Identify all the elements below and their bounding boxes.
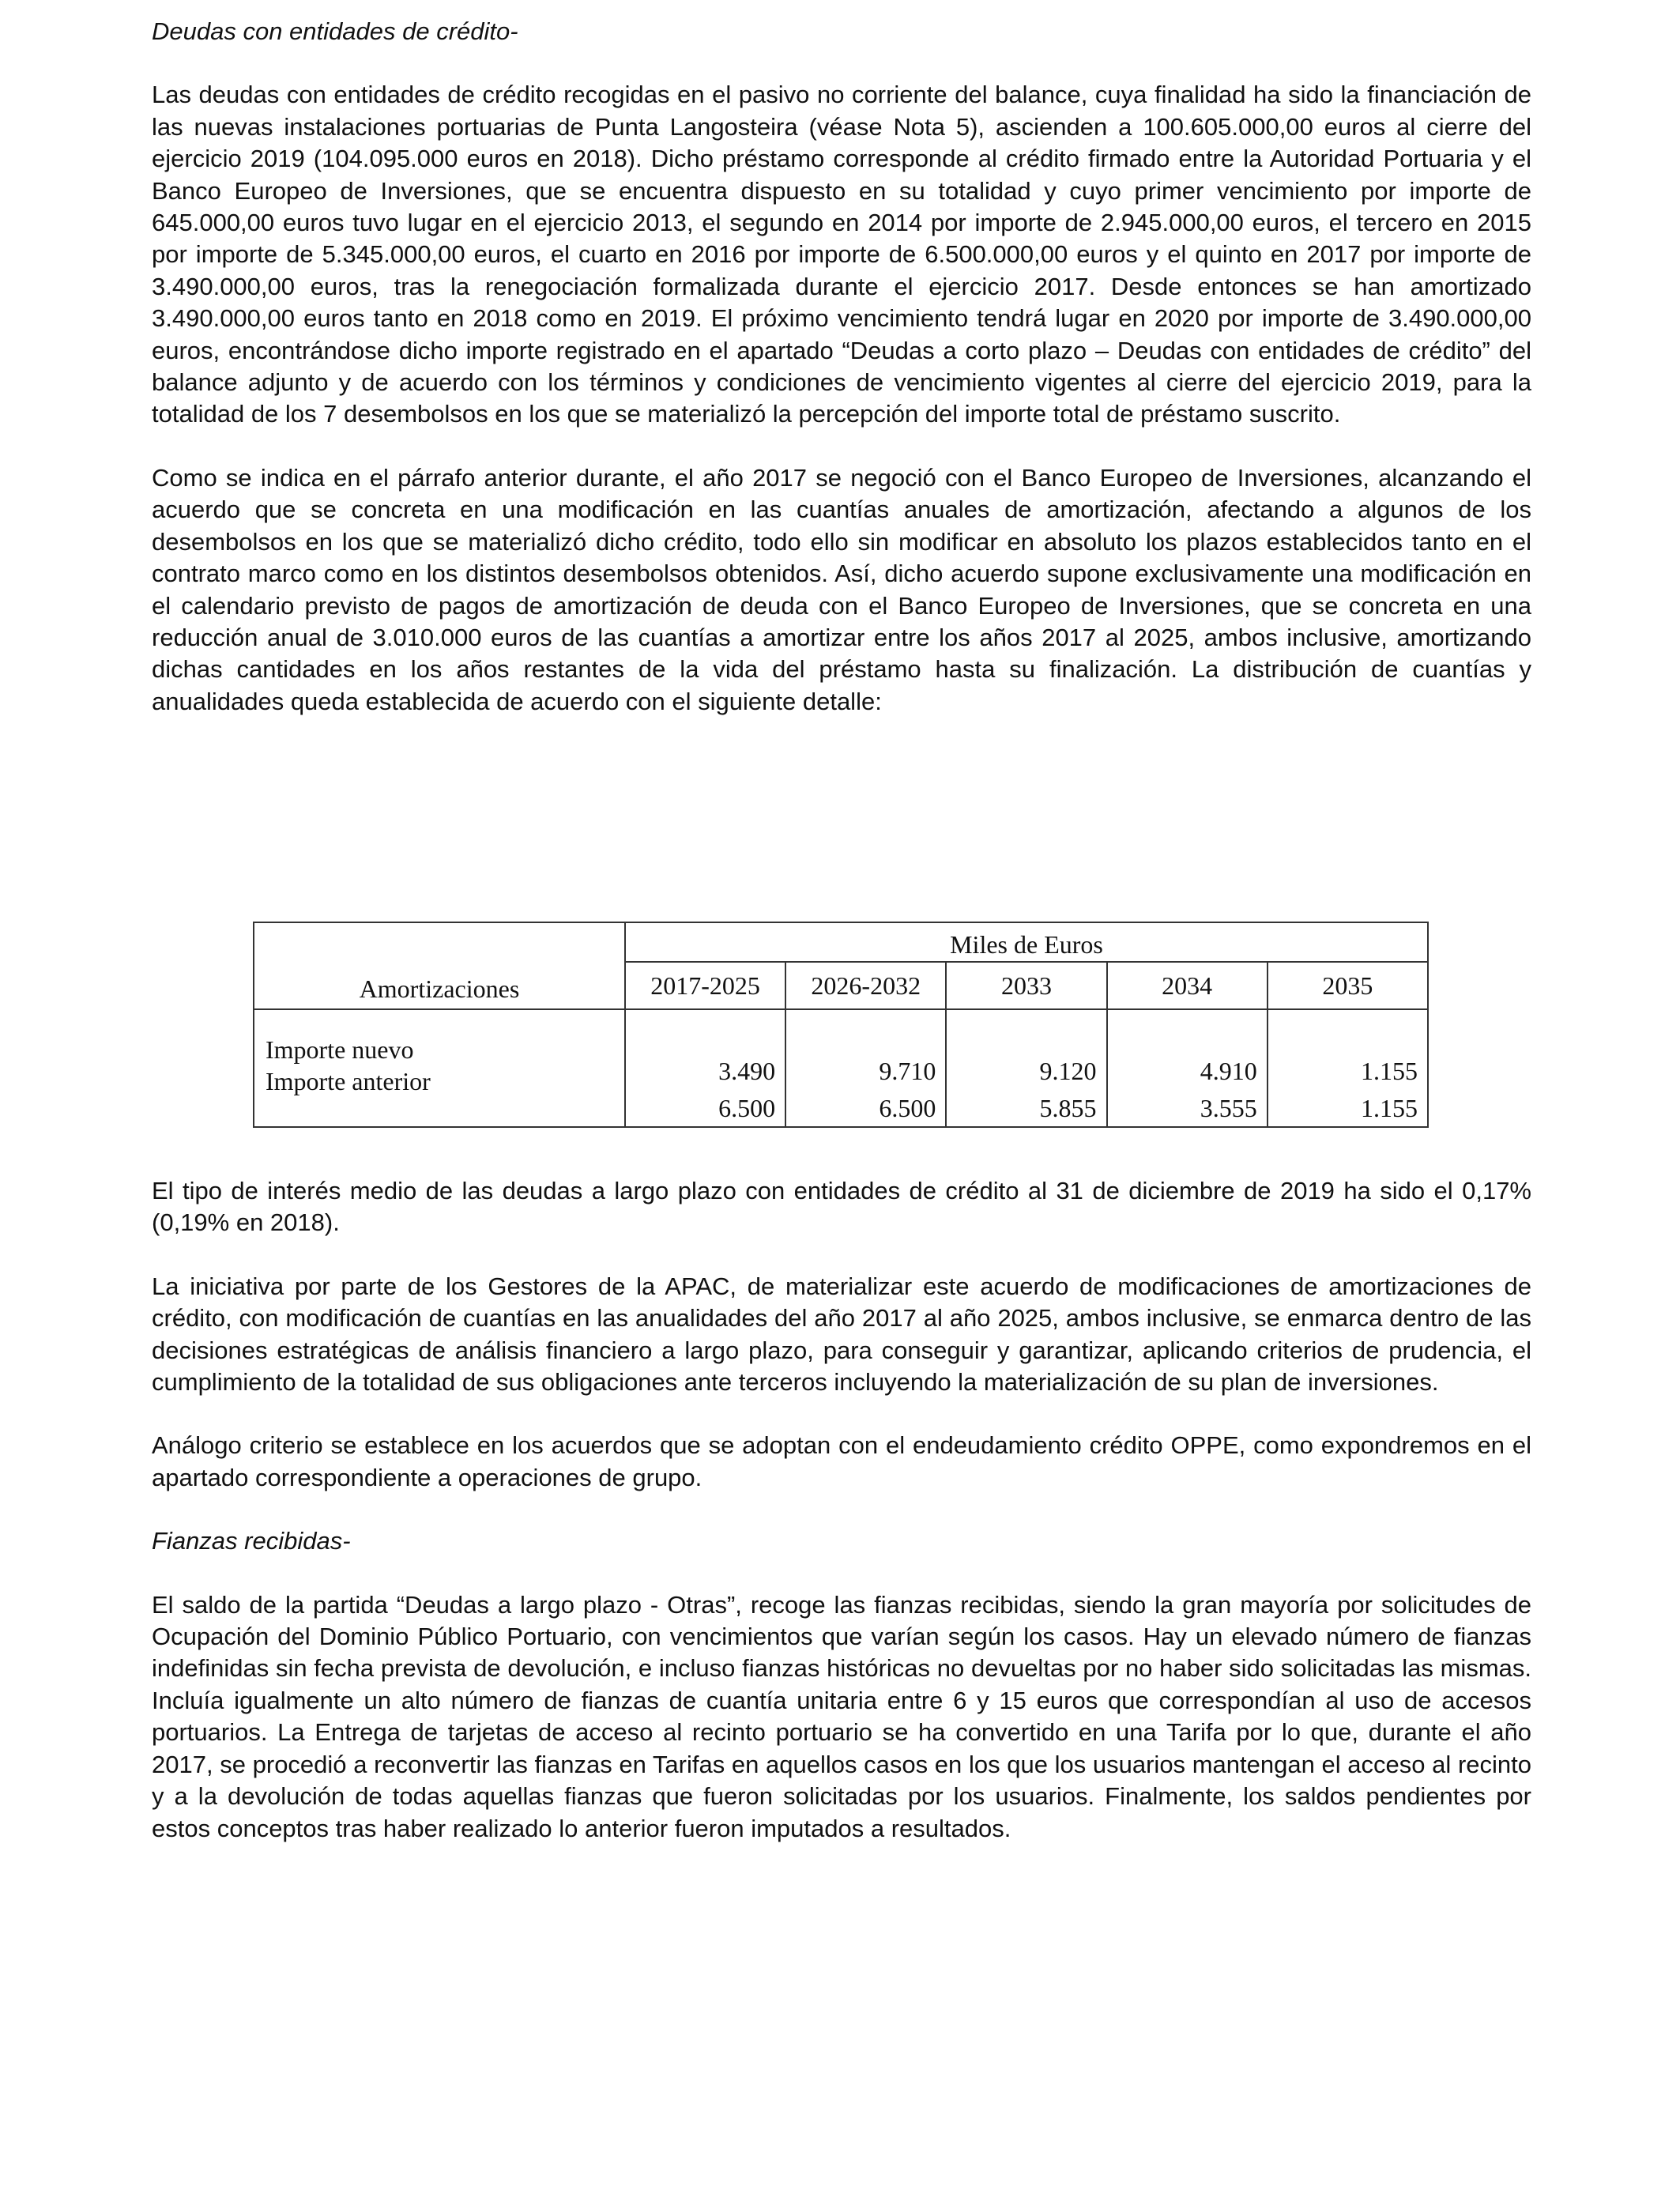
column-header: 2017-2025 [625, 962, 785, 1009]
section-heading-deudas: Deudas con entidades de crédito- [152, 17, 518, 45]
table-cell: 1.155 [1268, 1086, 1428, 1127]
row-header: Amortizaciones [359, 974, 520, 1003]
paragraph-fianzas: El saldo de la partida “Deudas a largo plazo - Otras”, recoge las fianzas recibidas, siendo la gran mayoría por solicitudes de Ocupación del Dominio Público Portuario, con vencimientos que varían según los casos. Hay un elevado número de fianzas indefinidas sin fecha prevista de devolución, e incluso fianzas históricas no devueltas por no haber sido solicitadas las mismas. Incluía igualmente un alto número de fianzas de cuantía unitaria entre 6 y 15 euros que correspondían al uso de accesos portuarios. La Entrega de tarjetas de acceso al recinto portuario se ha convertido en una Tarifa por lo que, durante el año 2017, se procedió a reconvertir las fianzas en Tarifas en aquellos casos en los que los usuarios mantengan el acceso al recinto y a la devolución de todas aquellas fianzas que fueron solicitadas por los usuarios. Finalmente, los saldos pendientes por estos conceptos tras haber realizado lo anterior fueron imputados a resultados. [152, 1590, 1531, 1842]
table-cell: 3.555 [1107, 1086, 1268, 1127]
table-cell: 9.120 [946, 1009, 1106, 1086]
column-header: 2035 [1268, 962, 1428, 1009]
table-cell: 5.855 [946, 1086, 1106, 1127]
column-header: 2026-2032 [785, 962, 946, 1009]
paragraph-deudas-entidades: Las deudas con entidades de crédito recogidas en el pasivo no corriente del balance, cuya finalidad ha sido la financiación de las nuevas instalaciones portuarias de Punta Langosteira (véase Nota 5), ascienden a 100.605.000,00 euros al cierre del ejercicio 2019 (104.095.000 euros en 2018). Dicho préstamo corresponde al crédito firmado entre la Autoridad Portuaria y el Banco Europeo de Inversiones, que se encuentra dispuesto en su totalidad y cuyo primer vencimiento por importe de 645.000,00 euros tuvo lugar en el ejercicio 2013, el segundo en 2014 por importe de 2.945.000,00 euros, el tercero en 2015 por importe de 5.345.000,00 euros, el cuarto en 2016 por importe de 6.500.000,00 euros y el quinto en 2017 por importe de 3.490.000,00 euros, tras la renegociación formalizada durante el ejercicio 2017. Desde entonces se han amortizado 3.490.000,00 euros tanto en 2018 como en 2019. El próximo vencimiento tendrá lugar en 2020 por importe de 3.490.000,00 euros, encontrándose dicho importe registrado en el apartado “Deudas a corto plazo – Deudas con entidades de crédito” del balance adjunto y de acuerdo con los términos y condiciones de vencimiento vigentes al cierre del ejercicio 2019, para la totalidad de los 7 desembolsos en los que se materializó la percepción del importe total de préstamo suscrito. [152, 81, 1531, 428]
document-page [152, 16, 1531, 718]
row-label-importe-anterior: Importe anterior [266, 1067, 431, 1095]
paragraph-analogo: Análogo criterio se establece en los acuerdos que se adoptan con el endeudamiento crédito OPPE, como expondremos en el apartado correspondiente a operaciones de grupo. [152, 1431, 1531, 1491]
paragraph-tipo-interes: El tipo de interés medio de las deudas a largo plazo con entidades de crédito al 31 de diciembre de 2019 ha sido el 0,17% (0,19% en 2018). [152, 1177, 1531, 1237]
table-cell: 1.155 [1268, 1009, 1428, 1086]
table-cell: 6.500 [625, 1086, 785, 1127]
row-header-cell [254, 922, 625, 1009]
group-header: Miles de Euros [625, 922, 1428, 962]
amortization-table [253, 922, 1429, 1128]
section-heading-fianzas: Fianzas recibidas- [152, 1527, 351, 1555]
amortization-table-wrapper [253, 922, 1429, 1126]
table-cell: 3.490 [625, 1009, 785, 1086]
column-header: 2033 [946, 962, 1106, 1009]
table-cell: 4.910 [1107, 1009, 1268, 1086]
row-labels-cell [254, 1009, 625, 1127]
column-header: 2034 [1107, 962, 1268, 1009]
table-cell: 6.500 [785, 1086, 946, 1127]
document-page-lower [152, 1175, 1531, 1845]
paragraph-iniciativa: La iniciativa por parte de los Gestores de la APAC, de materializar este acuerdo de modificaciones de amortizaciones de crédito, con modificación de cuantías en las anualidades del año 2017 al año 2025, ambos inclusive, se enmarca dentro de las decisiones estratégicas de análisis financiero a largo plazo, para conseguir y garantizar, aplicando criterios de prudencia, el cumplimiento de la totalidad de sus obligaciones ante terceros incluyendo la materialización de su plan de inversiones. [152, 1272, 1531, 1397]
table-cell: 9.710 [785, 1009, 946, 1086]
row-label-importe-nuevo: Importe nuevo [266, 1035, 414, 1064]
paragraph-renegociacion: Como se indica en el párrafo anterior durante, el año 2017 se negoció con el Banco Europeo de Inversiones, alcanzando el acuerdo que se concreta en una modificación en las cuantías anuales de amortización, afectando a algunos de los desembolsos en los que se materializó dicho crédito, todo ello sin modificar en absoluto los plazos establecidos tanto en el contrato marco como en los distintos desembolsos obtenidos. Así, dicho acuerdo supone exclusivamente una modificación en el calendario previsto de pagos de amortización de deuda con el Banco Europeo de Inversiones, que se concreta en una reducción anual de 3.010.000 euros de las cuantías a amortizar entre los años 2017 al 2025, ambos inclusive, amortizando dichas cantidades en los años restantes de la vida del préstamo hasta su finalización. La distribución de cuantías y anualidades queda establecida de acuerdo con el siguiente detalle: [152, 463, 1531, 715]
